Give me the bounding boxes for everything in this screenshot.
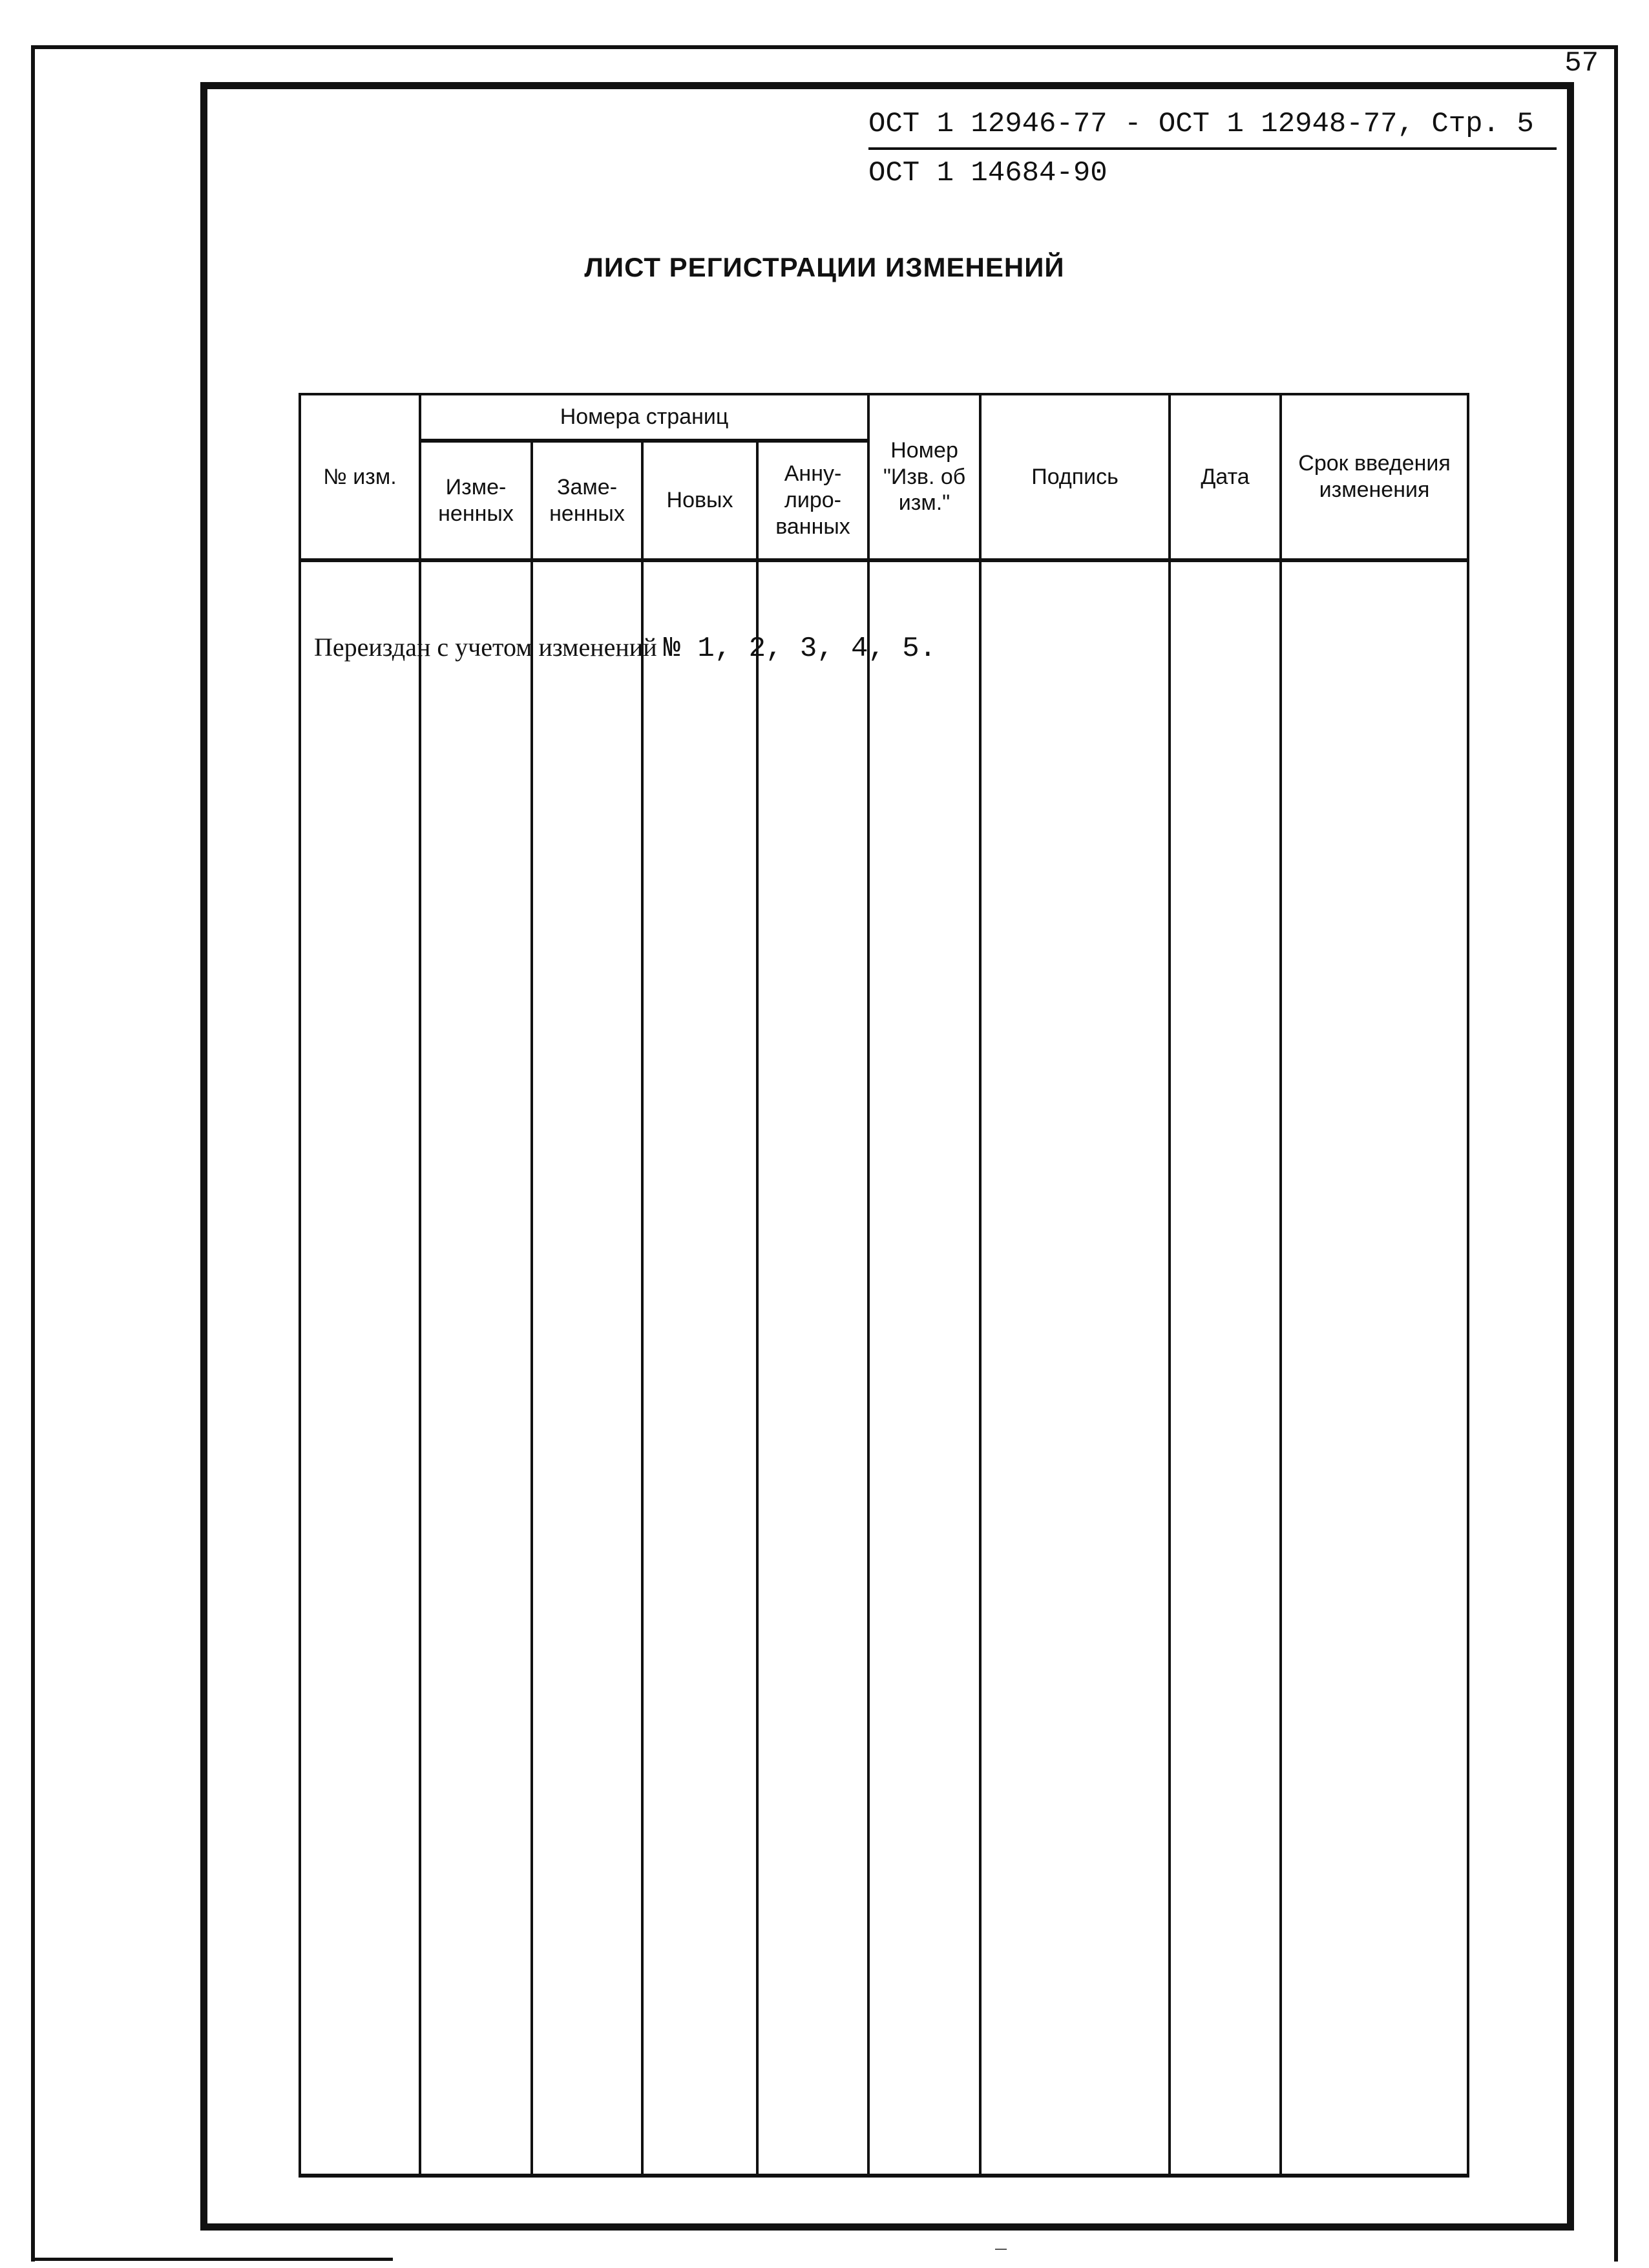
outer-bottom-edge [31,2258,393,2261]
standard-designation-secondary: ОСТ 1 14684-90 [868,157,1108,189]
header-page-numbers: Номера страниц [420,394,868,441]
standard-designation: ОСТ 1 12946-77 - ОСТ 1 12948-77, Стр. 5 [868,110,1557,150]
cell-signature [980,560,1170,2176]
header-new-pages: Новых [642,441,757,560]
reissue-note [314,632,936,666]
cell-change-number [300,560,937,2176]
reissue-note-text: Переиздан с учетом изменений [314,633,657,662]
header-date: Дата [1170,394,1281,560]
cell-new-pages [642,560,757,2176]
sheet-number: 57 [1564,47,1599,79]
header-effective-date: Срок введения изменения [1281,394,1468,560]
header-annulled-pages: Анну- лиро- ванных [757,441,868,560]
header-notice-number: Номер "Изв. об изм." [868,394,980,560]
table-row [300,560,1468,2176]
scan-mark [995,2249,1007,2250]
cell-effective-date [1281,560,1468,2176]
cell-replaced-pages [532,560,642,2176]
header-signature: Подпись [980,394,1170,560]
cell-date [1170,560,1281,2176]
page-title: ЛИСТ РЕГИСТРАЦИИ ИЗМЕНЕНИЙ [584,252,1065,282]
header-change-number: № изм. [300,394,420,560]
header-replaced-pages: Заме- ненных [532,441,642,560]
cell-annulled-pages [757,560,868,2176]
cell-changed-pages [420,560,532,2176]
header-changed-pages: Изме- ненных [420,441,532,560]
cell-notice-number [868,560,980,2176]
change-registration-table [299,393,1469,2178]
document-header [868,110,1557,187]
reissue-change-list: № 1, 2, 3, 4, 5. [663,633,937,665]
